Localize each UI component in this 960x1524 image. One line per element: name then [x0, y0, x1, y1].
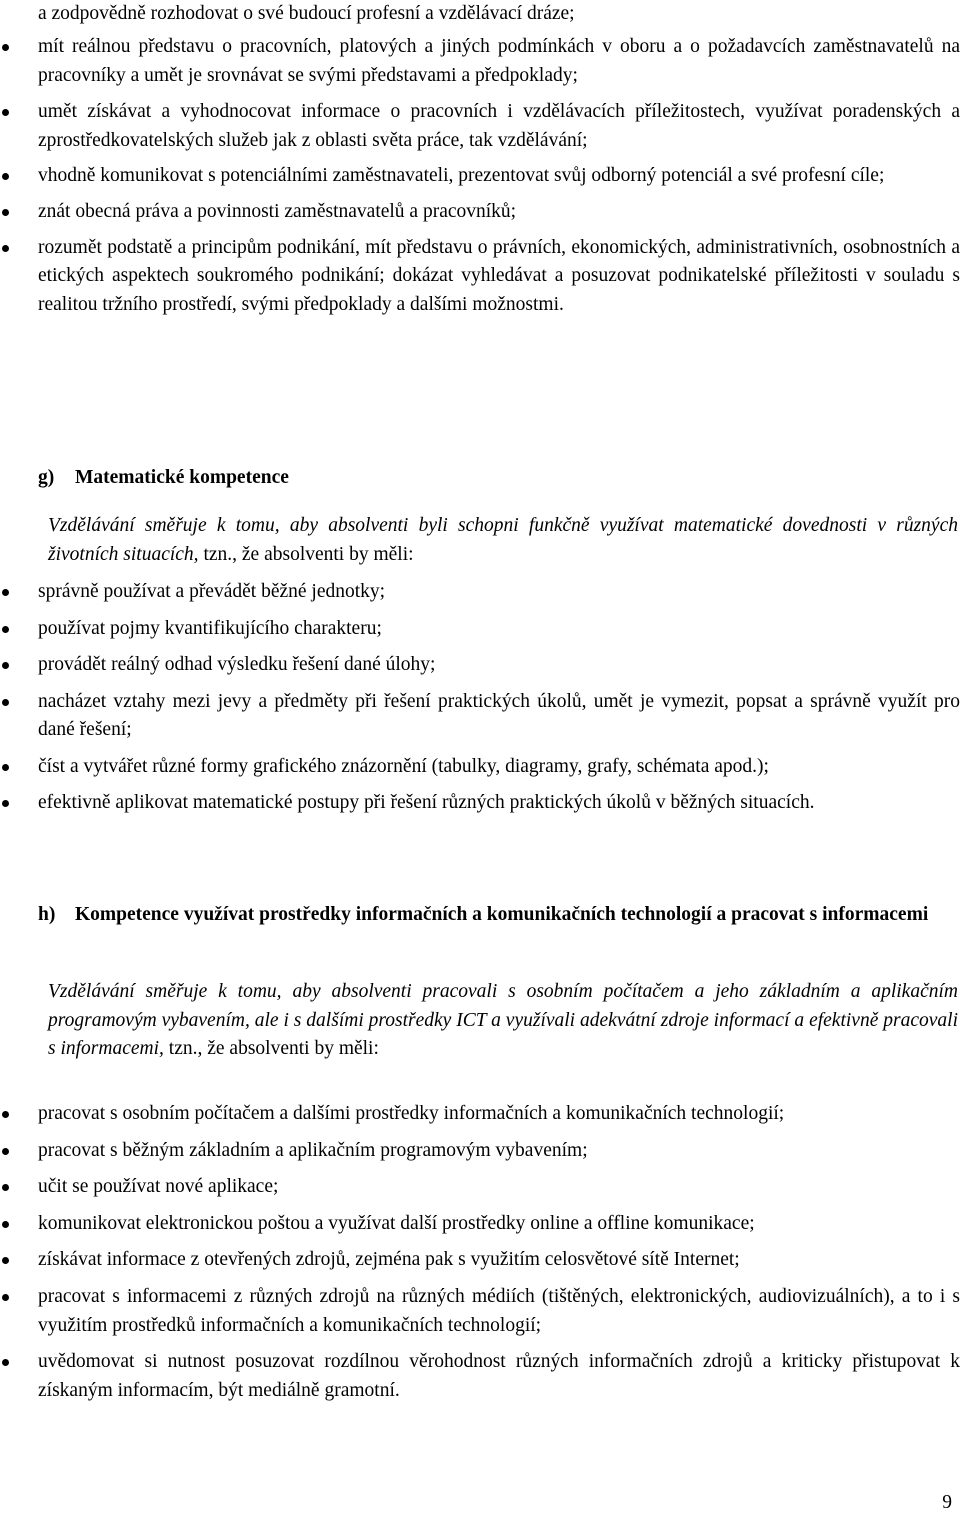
- list-item-text: umět získávat a vyhodnocovat informace o pracovních i vzdělávacích příležitostech, využívat poradenských a zprostředkovatelských služeb jak z oblasti světa práce, tak vzdělávání;: [38, 101, 960, 151]
- list-item: [0, 1173, 960, 1202]
- list-item-text: rozumět podstatě a principům podnikání, mít představu o právních, ekonomických, administrativních, osobnostních a etických aspektech soukromého podnikání; dokázat vyhledávat a posuzovat podnikatelské příležitosti v souladu s realitou tržního prostředí, svými předpoklady a dalšími možnostmi.: [38, 236, 960, 315]
- list-item: [0, 615, 960, 644]
- list-item: [0, 1210, 960, 1239]
- list-item: [0, 198, 960, 227]
- section-intro-g: [48, 512, 958, 569]
- list-item: [0, 688, 960, 745]
- intro-italic-text: Vzdělávání směřuje k tomu, aby absolventi byli schopni funkčně využívat matematické dovednosti v různých životních situacích,: [48, 515, 958, 565]
- bullet-icon: [2, 109, 9, 116]
- list-item-text: nacházet vztahy mezi jevy a předměty při řešení praktických úkolů, umět je vymezit, popsat a správně využít pro dané řešení;: [38, 690, 960, 741]
- bullet-icon: [2, 1148, 9, 1155]
- list-item: [0, 753, 960, 782]
- list-item: [0, 1137, 960, 1166]
- list-item-text: uvědomovat si nutnost posuzovat rozdílnou věrohodnost různých informačních zdrojů a kriticky přistupovat k získaným informacím, být mediálně gramotní.: [38, 1351, 960, 1401]
- list-item-text: pracovat s informacemi z různých zdrojů na různých médiích (tištěných, elektronických, audiovizuálních), a to i s využitím prostředků informačních a komunikačních technologií;: [38, 1285, 960, 1336]
- intro-plain-text: tzn., že absolventi by měli:: [163, 1038, 379, 1060]
- bullet-icon: [2, 1221, 9, 1228]
- bullet-icon: [2, 699, 9, 706]
- section-intro-h: [48, 978, 958, 1064]
- list-item: [0, 162, 960, 191]
- list-item-text: získávat informace z otevřených zdrojů, zejména pak s využitím celosvětové sítě Internet;: [38, 1249, 740, 1271]
- list-item: [0, 1348, 960, 1405]
- list-item: [0, 234, 960, 320]
- section-heading-h: [38, 901, 958, 930]
- list-item-text: vhodně komunikovat s potenciálními zaměstnavateli, prezentovat svůj odborný potenciál a své profesní cíle;: [38, 165, 885, 187]
- list-item-text: efektivně aplikovat matematické postupy při řešení různých praktických úkolů v běžných situacích.: [38, 791, 815, 813]
- math-competence-list: [0, 578, 960, 817]
- list-item-text: správně používat a převádět běžné jednotky;: [38, 581, 386, 602]
- section-title: Matematické kompetence: [75, 467, 289, 488]
- bullet-icon: [2, 589, 9, 596]
- intro-plain-text: tzn., že absolventi by měli:: [198, 543, 414, 565]
- list-item-text: pracovat s běžným základním a aplikačním programovým vybavením;: [38, 1139, 588, 1161]
- list-item: [0, 578, 960, 607]
- list-item: [0, 33, 960, 90]
- bullet-icon: [2, 44, 9, 51]
- bullet-icon: [2, 1294, 9, 1301]
- intro-italic-text: Vzdělávání směřuje k tomu, aby absolventi pracovali s osobním počítačem a jeho základním a aplikačním programovým vybavením, ale i s dalšími prostředky ICT a využívali adekvátní zdroje informací a efektivně pracovali s informacemi,: [48, 981, 958, 1060]
- section-title: Kompetence využívat prostředky informačních a komunikačních technologií a pracovat s informacemi: [75, 904, 929, 925]
- bullet-icon: [2, 245, 9, 252]
- bullet-icon: [2, 1111, 9, 1118]
- list-item: [0, 651, 960, 680]
- list-item: [0, 1246, 960, 1275]
- career-competence-list: [0, 33, 960, 319]
- section-heading-g: [38, 464, 958, 493]
- section-letter: h): [38, 904, 56, 925]
- list-item-text: číst a vytvářet různé formy grafického znázornění (tabulky, diagramy, grafy, schémata apod.);: [38, 755, 769, 777]
- ict-competence-list: [0, 1100, 960, 1405]
- continuation-line: a zodpovědně rozhodovat o své budoucí profesní a vzdělávací dráze;: [38, 3, 575, 24]
- bullet-icon: [2, 173, 9, 180]
- list-item-text: mít reálnou představu o pracovních, platových a jiných podmínkách v oboru a o požadavcích zaměstnavatelů na pracovníky a umět je srovnávat se svými představami a předpoklady;: [38, 36, 960, 86]
- list-item-text: komunikovat elektronickou poštou a využívat další prostředky online a offline komunikace;: [38, 1212, 755, 1234]
- list-item-text: učit se používat nové aplikace;: [38, 1176, 279, 1198]
- list-item-text: znát obecná práva a povinnosti zaměstnavatelů a pracovníků;: [38, 200, 517, 222]
- list-item-text: pracovat s osobním počítačem a dalšími prostředky informačních a komunikačních technologií;: [38, 1103, 785, 1124]
- bullet-icon: [2, 764, 9, 771]
- page-number: 9: [942, 1492, 952, 1513]
- bullet-icon: [2, 1257, 9, 1264]
- bullet-icon: [2, 800, 9, 807]
- list-item: [0, 789, 960, 818]
- list-item: [0, 1283, 960, 1340]
- section-letter: g): [38, 467, 55, 488]
- bullet-icon: [2, 1359, 9, 1366]
- list-item-text: provádět reálný odhad výsledku řešení dané úlohy;: [38, 654, 436, 676]
- bullet-icon: [2, 626, 9, 633]
- bullet-icon: [2, 662, 9, 669]
- bullet-icon: [2, 1184, 9, 1191]
- list-item: [0, 98, 960, 155]
- bullet-icon: [2, 209, 9, 216]
- list-item-text: používat pojmy kvantifikujícího charakteru;: [38, 617, 382, 639]
- list-item: [0, 1100, 960, 1129]
